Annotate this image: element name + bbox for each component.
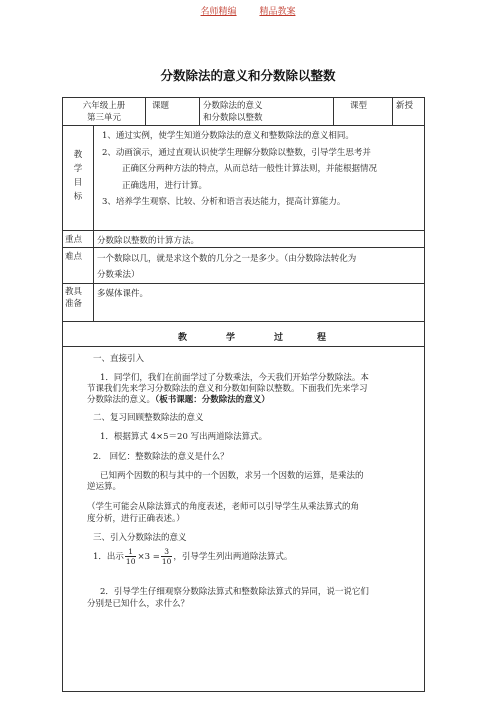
- process-content: 一、直接引入 1．同学们，我们在前面学过了分数乘法，今天我们开始学分数除法。本 节课我们先来学习分数除法的意义和分数如何除以整数。下面我们先来学习 分数除法的意义。（板书课题：分数除法的意义） 二、复习回顾整数除法的意义 1．根据算式 4×5＝20 写出两道除法算式。 2. 回忆：整数除法的意义是什么？ 已知两个因数的积与其中的一个因数，求另一个因数的运算，是乘法的 逆运算。 （学生可能会从除法算式的角度表述，老师可以引导学生从乘法算式的角 度分析，进行正确表述。） 三、引入分数除法的意义 1．出示 $\frac{1}{10}$ ×3 = $\frac{3}{10}$ ，引导学生列出两道除法算式。 2．引导学生仔细观察分数除法算式和整数除法算式的异同，说一说它们 分别是已知什么，求什么？: [63, 347, 424, 691]
- objectives-content: 1、通过实例，使学生知道分数除法的意义和整数除法的意义相同。 2、动画演示，通过直观认识使学生理解分数除以整数，引导学生思考并 正确区分两种方法的特点，从而总结一般性计算法则，并能根据情况 正确选用，进行计算。 3、培养学生观察、比较、分析和语言表达能力，提高计算能力。: [102, 131, 378, 207]
- key-point-label: 重点: [63, 231, 94, 247]
- difficulty-label: 难点: [63, 248, 94, 283]
- type-label: 课型: [334, 98, 393, 125]
- process-header-row: 教 学 过 程: [63, 322, 424, 347]
- lesson-plan-table: [62, 97, 425, 692]
- type-value: 新授: [396, 101, 414, 111]
- fraction-expression: 1．出示 $\frac{1}{10}$ ×3 = $\frac{3}{10}$ ，引导学生列出两道除法算式。: [93, 547, 293, 566]
- objectives-label: 教 学 目 标: [63, 126, 94, 230]
- tools-label: 教具 准备: [63, 284, 94, 321]
- page-title: 分数除法的意义和分数除以整数: [160, 68, 336, 83]
- objectives-row: [63, 126, 424, 231]
- topic-value: 分数除法的意义 和分数除以整数: [200, 98, 334, 125]
- header-right: 精品教案: [259, 7, 296, 17]
- difficulty-text: 一个数除以几，就是求这个数的几分之一是多少。（由分数除法转化为 分数乘法）: [97, 254, 357, 280]
- board-title-note: （板书课题：分数除法的意义）: [155, 395, 270, 405]
- topic-label: 课题: [146, 98, 200, 125]
- tools-row: [63, 284, 424, 322]
- tools-text: 多媒体课件。: [97, 289, 149, 299]
- grade-cell: 六年级上册 第三单元: [63, 98, 146, 125]
- page-header: [0, 4, 496, 17]
- info-row: [63, 98, 424, 126]
- key-point-text: 分数除以整数的计算方法。: [97, 236, 200, 246]
- fraction-1: $\frac{1}{10}$: [125, 547, 136, 566]
- section-1-heading: 一、直接引入: [93, 354, 145, 364]
- fraction-2: $\frac{3}{10}$: [161, 547, 172, 566]
- section-2-heading: 二、复习回顾整数除法的意义: [93, 413, 204, 423]
- key-point-row: [63, 231, 424, 248]
- difficulty-row: [63, 248, 424, 284]
- header-left: 名师精编: [200, 7, 237, 17]
- section-3-heading: 三、引入分数除法的意义: [93, 533, 187, 543]
